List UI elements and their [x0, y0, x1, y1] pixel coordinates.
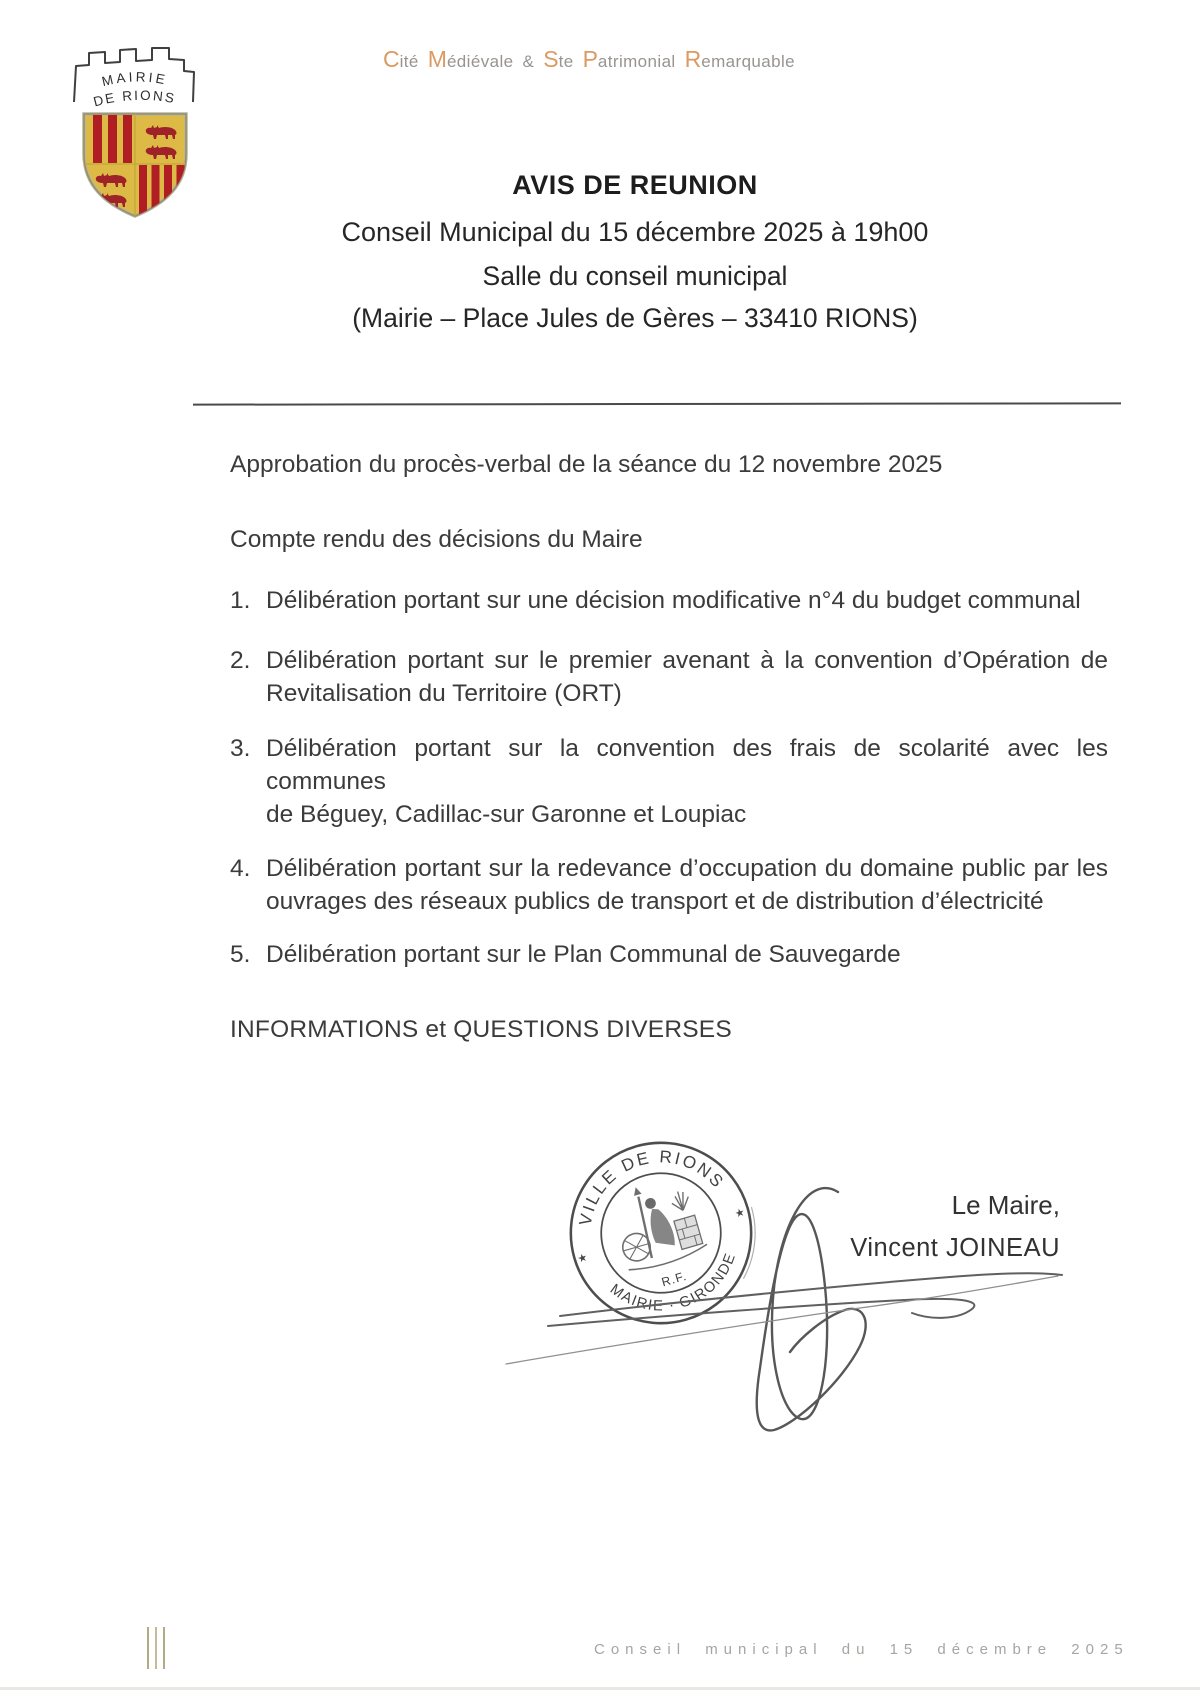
item-number: 3.: [230, 735, 251, 762]
seal-star-icon: ★: [576, 1251, 589, 1266]
logo-text-mairie: MAIRIE: [100, 69, 170, 90]
seal-top-text: VILLE DE RIONS: [574, 1146, 730, 1228]
logo-shield: [84, 114, 186, 218]
tagline-word: Médiévale: [427, 46, 514, 72]
page-title: AVIS DE REUNION: [512, 170, 758, 200]
agenda-item: [230, 852, 1108, 918]
item-text: Délibération portant sur une décision modificative n°4 du budget communal: [266, 587, 1081, 614]
item-text: Délibération portant sur la convention des frais de scolarité avec les communes de Béguey, Cadillac-sur Garonne et Loupiac: [266, 735, 1108, 828]
logo-text-de-rions: DE RIONS: [91, 87, 178, 110]
seal-bottom-text: MAIRIE · GIRONDE: [606, 1250, 740, 1315]
agenda-item: [230, 584, 1108, 617]
item-text: Délibération portant sur la redevance d’occupation du domaine public par les ouvrages des réseaux publics de transport et de distribution d’électricité: [266, 855, 1108, 915]
footer-text: Conseil municipal du 15 décembre 2025: [594, 1641, 1129, 1658]
item-number: 4.: [230, 855, 251, 882]
agenda-item: [230, 644, 1108, 710]
tagline-word: &: [522, 52, 535, 71]
approval-paragraph: Approbation du procès-verbal de la séance du 12 novembre 2025: [230, 451, 943, 478]
decisions-paragraph: Compte rendu des décisions du Maire: [230, 526, 643, 553]
meeting-datetime: Conseil Municipal du 15 décembre 2025 à 19h00: [341, 217, 929, 247]
seal-rf-text: R.F.: [659, 1268, 689, 1290]
agenda-item: [230, 938, 1108, 971]
mayor-signature: [450, 1120, 1110, 1440]
agenda-list: [230, 584, 1108, 971]
tagline: [383, 46, 804, 73]
footer-marks: [147, 1627, 165, 1669]
tagline-word: Patrimonial: [582, 46, 676, 72]
item-number: 1.: [230, 587, 251, 614]
informations-heading: INFORMATIONS et QUESTIONS DIVERSES: [230, 1016, 732, 1043]
divider: [193, 402, 1121, 405]
tagline-word: Remarquable: [684, 46, 796, 72]
meeting-address: (Mairie – Place Jules de Gères – 33410 RIONS): [352, 303, 918, 333]
item-number: 2.: [230, 647, 251, 674]
item-text: Délibération portant sur le Plan Communal de Sauvegarde: [266, 941, 901, 968]
agenda-item: [230, 732, 1108, 831]
signature-role: Le Maire,: [951, 1190, 1060, 1220]
tagline-word: Ste: [543, 46, 574, 72]
tagline-word: Cité: [383, 46, 419, 72]
signature-name: Vincent JOINEAU: [850, 1234, 1060, 1262]
item-text: Délibération portant sur le premier avenant à la convention d’Opération de Revitalisation du Territoire (ORT): [266, 647, 1108, 707]
page-bottom-edge: [0, 1687, 1200, 1690]
item-number: 5.: [230, 941, 251, 968]
seal-star-icon: ★: [733, 1206, 747, 1221]
meeting-room: Salle du conseil municipal: [482, 261, 788, 291]
